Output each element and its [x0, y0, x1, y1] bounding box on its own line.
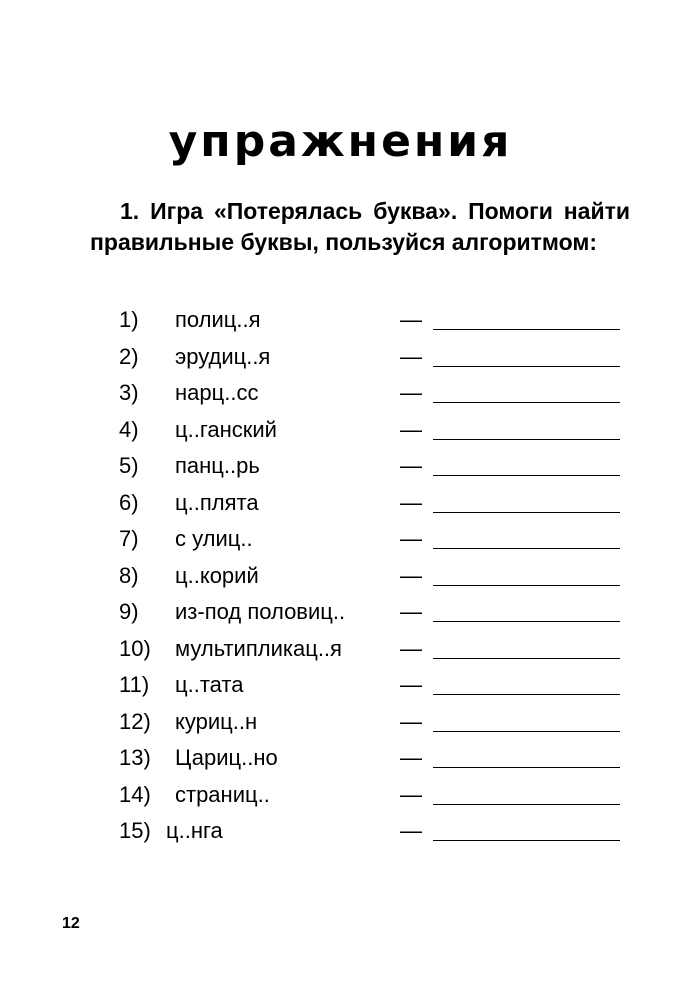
list-item [0, 667, 681, 704]
item-number: 8) [119, 562, 139, 588]
answer-blank[interactable] [433, 621, 620, 622]
answer-blank[interactable] [433, 694, 620, 695]
item-number: 14) [119, 781, 151, 807]
list-item [0, 704, 681, 741]
item-number: 4) [119, 416, 139, 442]
item-number: 7) [119, 526, 139, 551]
list-item [0, 448, 681, 485]
list-item [0, 521, 681, 558]
answer-blank[interactable] [433, 548, 620, 549]
item-dash: — [400, 526, 422, 551]
page-number: 12 [62, 915, 80, 932]
list-item [0, 412, 681, 449]
list-item [0, 302, 681, 339]
item-word: ц..корий [175, 562, 259, 588]
item-word: полиц..я [175, 307, 261, 332]
item-word: из-под половиц.. [175, 599, 346, 624]
item-word: ц..тата [175, 672, 244, 697]
answer-blank[interactable] [433, 475, 620, 476]
answer-blank[interactable] [433, 804, 620, 805]
item-word: страниц.. [175, 781, 270, 807]
answer-blank[interactable] [433, 439, 620, 440]
answer-blank[interactable] [433, 512, 620, 513]
item-word: мультипликац..я [175, 635, 342, 661]
task-number: 1. [120, 198, 140, 224]
list-item [0, 594, 681, 631]
item-number: 1) [119, 307, 139, 332]
list-item [0, 631, 681, 668]
item-word: куриц..н [175, 708, 258, 734]
answer-blank[interactable] [433, 840, 620, 841]
item-dash: — [400, 307, 422, 332]
item-number: 10) [119, 635, 151, 661]
item-dash: — [400, 380, 422, 405]
list-item [0, 339, 681, 376]
list-item [0, 485, 681, 522]
list-item [0, 813, 681, 850]
item-dash: — [400, 672, 422, 697]
list-item [0, 375, 681, 412]
answer-blank[interactable] [433, 658, 620, 659]
answer-blank[interactable] [433, 366, 620, 367]
answer-blank[interactable] [433, 402, 620, 403]
item-word: ц..плята [175, 489, 259, 515]
exercises-heading: упражнения [168, 116, 513, 167]
item-dash: — [400, 745, 422, 770]
item-dash: — [400, 343, 422, 369]
answer-blank[interactable] [433, 731, 620, 732]
item-number: 11) [119, 672, 150, 697]
item-dash: — [400, 818, 422, 843]
task-instruction [90, 196, 630, 258]
item-number: 15) [119, 818, 151, 843]
item-word: ц..нга [166, 818, 223, 843]
item-dash: — [400, 562, 422, 588]
item-number: 9) [119, 599, 139, 624]
item-word: ц..ганский [175, 416, 277, 442]
item-number: 6) [119, 489, 139, 515]
task-text: Игра «Потерялась буква». Помоги найти правильные буквы, пользуйся алгоритмом: [90, 198, 630, 255]
answer-blank[interactable] [433, 585, 620, 586]
word-list [0, 302, 681, 850]
item-dash: — [400, 781, 422, 807]
item-word: Цариц..но [175, 745, 278, 770]
item-word: панц..рь [175, 453, 260, 478]
answer-blank[interactable] [433, 329, 620, 330]
item-number: 3) [119, 380, 139, 405]
item-dash: — [400, 708, 422, 734]
item-word: с улиц.. [175, 526, 253, 551]
list-item [0, 740, 681, 777]
item-number: 5) [119, 453, 139, 478]
answer-blank[interactable] [433, 767, 620, 768]
item-number: 13) [119, 745, 151, 770]
item-dash: — [400, 453, 422, 478]
list-item [0, 777, 681, 814]
item-dash: — [400, 489, 422, 515]
item-dash: — [400, 416, 422, 442]
item-number: 12) [119, 708, 151, 734]
item-word: эрудиц..я [175, 343, 271, 369]
item-word: нарц..сс [175, 380, 259, 405]
item-dash: — [400, 599, 422, 624]
item-dash: — [400, 635, 422, 661]
list-item [0, 558, 681, 595]
item-number: 2) [119, 343, 139, 369]
